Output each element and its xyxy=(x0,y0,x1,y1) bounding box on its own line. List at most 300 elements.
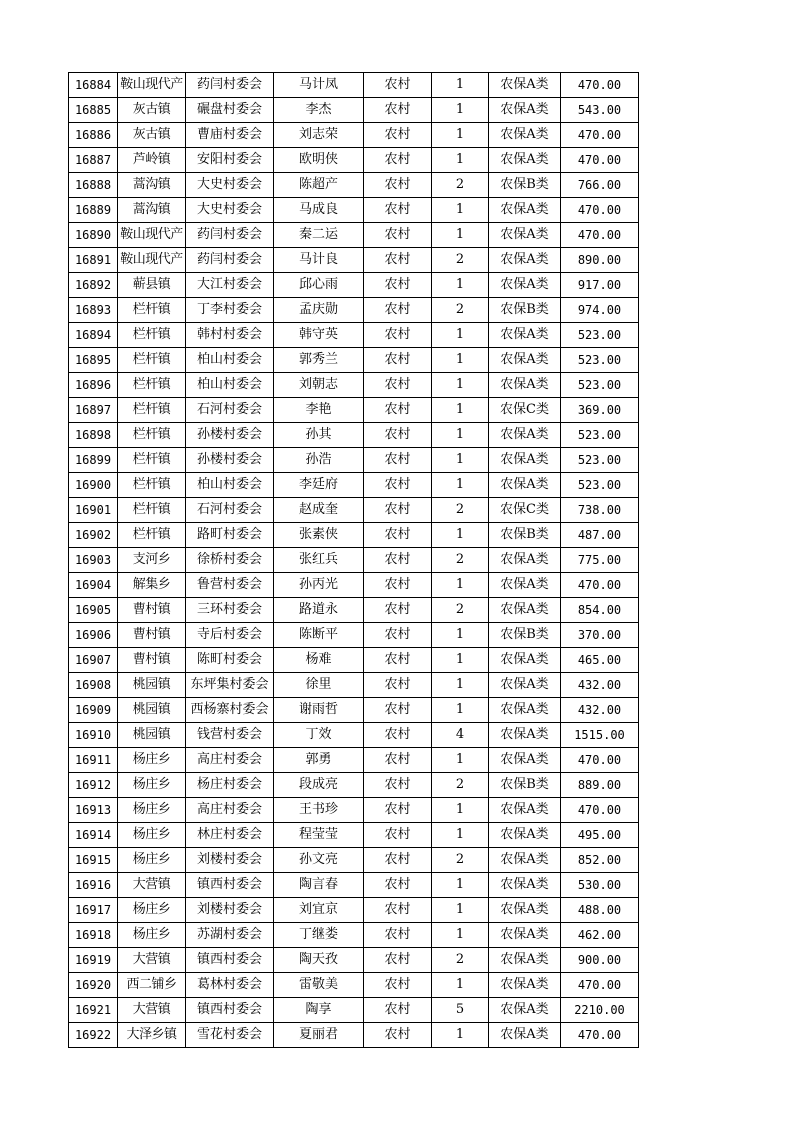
amount-cell: 523.00 xyxy=(561,423,639,448)
household-type-cell: 农村 xyxy=(364,498,432,523)
amount-cell: 470.00 xyxy=(561,1023,639,1048)
village-committee-cell: 陈町村委会 xyxy=(186,648,274,673)
town-cell: 解集乡 xyxy=(118,573,186,598)
record-number-cell: 16888 xyxy=(69,173,118,198)
table-row xyxy=(69,548,639,573)
town-cell: 栏杆镇 xyxy=(118,398,186,423)
record-number-cell: 16899 xyxy=(69,448,118,473)
household-type-cell: 农村 xyxy=(364,73,432,98)
table-row xyxy=(69,848,639,873)
amount-cell: 370.00 xyxy=(561,623,639,648)
record-number-cell: 16915 xyxy=(69,848,118,873)
record-number-cell: 16892 xyxy=(69,273,118,298)
record-number-cell: 16885 xyxy=(69,98,118,123)
town-cell: 蕲县镇 xyxy=(118,273,186,298)
amount-cell: 2210.00 xyxy=(561,998,639,1023)
village-committee-cell: 西杨寨村委会 xyxy=(186,698,274,723)
record-number-cell: 16896 xyxy=(69,373,118,398)
town-cell: 杨庄乡 xyxy=(118,748,186,773)
household-count-cell: 1 xyxy=(432,698,489,723)
person-name-cell: 孙文亮 xyxy=(274,848,364,873)
town-cell: 大营镇 xyxy=(118,998,186,1023)
household-type-cell: 农村 xyxy=(364,298,432,323)
person-name-cell: 孙其 xyxy=(274,423,364,448)
person-name-cell: 王书珍 xyxy=(274,798,364,823)
insurance-category-cell: 农保A类 xyxy=(489,423,561,448)
record-number-cell: 16913 xyxy=(69,798,118,823)
amount-cell: 470.00 xyxy=(561,223,639,248)
amount-cell: 470.00 xyxy=(561,973,639,998)
village-committee-cell: 钱营村委会 xyxy=(186,723,274,748)
record-number-cell: 16893 xyxy=(69,298,118,323)
household-type-cell: 农村 xyxy=(364,873,432,898)
person-name-cell: 孙浩 xyxy=(274,448,364,473)
village-committee-cell: 大史村委会 xyxy=(186,173,274,198)
amount-cell: 974.00 xyxy=(561,298,639,323)
town-cell: 栏杆镇 xyxy=(118,298,186,323)
village-committee-cell: 大史村委会 xyxy=(186,198,274,223)
amount-cell: 495.00 xyxy=(561,823,639,848)
record-number-cell: 16911 xyxy=(69,748,118,773)
household-count-cell: 1 xyxy=(432,798,489,823)
person-name-cell: 李杰 xyxy=(274,98,364,123)
household-type-cell: 农村 xyxy=(364,348,432,373)
town-cell: 大营镇 xyxy=(118,948,186,973)
household-type-cell: 农村 xyxy=(364,148,432,173)
amount-cell: 900.00 xyxy=(561,948,639,973)
household-count-cell: 2 xyxy=(432,773,489,798)
person-name-cell: 李艳 xyxy=(274,398,364,423)
household-type-cell: 农村 xyxy=(364,473,432,498)
insurance-category-cell: 农保A类 xyxy=(489,273,561,298)
table-row xyxy=(69,698,639,723)
insurance-category-cell: 农保A类 xyxy=(489,323,561,348)
insurance-category-cell: 农保A类 xyxy=(489,998,561,1023)
insurance-category-cell: 农保A类 xyxy=(489,698,561,723)
amount-cell: 775.00 xyxy=(561,548,639,573)
record-number-cell: 16889 xyxy=(69,198,118,223)
amount-cell: 432.00 xyxy=(561,673,639,698)
person-name-cell: 丁继娄 xyxy=(274,923,364,948)
household-count-cell: 1 xyxy=(432,923,489,948)
record-number-cell: 16903 xyxy=(69,548,118,573)
amount-cell: 890.00 xyxy=(561,248,639,273)
town-cell: 支河乡 xyxy=(118,548,186,573)
household-type-cell: 农村 xyxy=(364,998,432,1023)
household-type-cell: 农村 xyxy=(364,723,432,748)
household-type-cell: 农村 xyxy=(364,973,432,998)
benefit-table xyxy=(68,72,639,1048)
table-row xyxy=(69,73,639,98)
table-row xyxy=(69,298,639,323)
record-number-cell: 16898 xyxy=(69,423,118,448)
town-cell: 栏杆镇 xyxy=(118,498,186,523)
table-row xyxy=(69,523,639,548)
amount-cell: 470.00 xyxy=(561,573,639,598)
table-row xyxy=(69,198,639,223)
table-row xyxy=(69,973,639,998)
household-count-cell: 1 xyxy=(432,398,489,423)
table-row xyxy=(69,123,639,148)
amount-cell: 369.00 xyxy=(561,398,639,423)
household-type-cell: 农村 xyxy=(364,423,432,448)
insurance-category-cell: 农保B类 xyxy=(489,298,561,323)
amount-cell: 462.00 xyxy=(561,923,639,948)
record-number-cell: 16905 xyxy=(69,598,118,623)
amount-cell: 523.00 xyxy=(561,348,639,373)
household-count-cell: 1 xyxy=(432,1023,489,1048)
table-row xyxy=(69,423,639,448)
village-committee-cell: 镇西村委会 xyxy=(186,873,274,898)
household-count-cell: 2 xyxy=(432,848,489,873)
household-count-cell: 2 xyxy=(432,173,489,198)
amount-cell: 543.00 xyxy=(561,98,639,123)
insurance-category-cell: 农保A类 xyxy=(489,448,561,473)
person-name-cell: 欧明侠 xyxy=(274,148,364,173)
person-name-cell: 马计凤 xyxy=(274,73,364,98)
amount-cell: 470.00 xyxy=(561,148,639,173)
table-row xyxy=(69,723,639,748)
household-type-cell: 农村 xyxy=(364,648,432,673)
household-count-cell: 1 xyxy=(432,198,489,223)
household-count-cell: 1 xyxy=(432,898,489,923)
record-number-cell: 16902 xyxy=(69,523,118,548)
household-type-cell: 农村 xyxy=(364,248,432,273)
village-committee-cell: 柏山村委会 xyxy=(186,348,274,373)
town-cell: 蒿沟镇 xyxy=(118,198,186,223)
record-number-cell: 16904 xyxy=(69,573,118,598)
person-name-cell: 雷敬美 xyxy=(274,973,364,998)
town-cell: 栏杆镇 xyxy=(118,323,186,348)
amount-cell: 889.00 xyxy=(561,773,639,798)
table-row xyxy=(69,448,639,473)
table-row xyxy=(69,398,639,423)
town-cell: 杨庄乡 xyxy=(118,898,186,923)
household-type-cell: 农村 xyxy=(364,123,432,148)
household-type-cell: 农村 xyxy=(364,1023,432,1048)
town-cell: 栏杆镇 xyxy=(118,423,186,448)
record-number-cell: 16895 xyxy=(69,348,118,373)
village-committee-cell: 东坪集村委会 xyxy=(186,673,274,698)
household-count-cell: 1 xyxy=(432,273,489,298)
household-count-cell: 1 xyxy=(432,123,489,148)
record-number-cell: 16886 xyxy=(69,123,118,148)
person-name-cell: 马计良 xyxy=(274,248,364,273)
table-row xyxy=(69,648,639,673)
amount-cell: 432.00 xyxy=(561,698,639,723)
village-committee-cell: 丁李村委会 xyxy=(186,298,274,323)
household-count-cell: 4 xyxy=(432,723,489,748)
insurance-category-cell: 农保B类 xyxy=(489,173,561,198)
village-committee-cell: 林庄村委会 xyxy=(186,823,274,848)
insurance-category-cell: 农保A类 xyxy=(489,473,561,498)
household-type-cell: 农村 xyxy=(364,523,432,548)
town-cell: 灰古镇 xyxy=(118,98,186,123)
amount-cell: 523.00 xyxy=(561,473,639,498)
insurance-category-cell: 农保A类 xyxy=(489,248,561,273)
table-row xyxy=(69,623,639,648)
town-cell: 栏杆镇 xyxy=(118,348,186,373)
table-row xyxy=(69,148,639,173)
insurance-category-cell: 农保A类 xyxy=(489,1023,561,1048)
household-type-cell: 农村 xyxy=(364,398,432,423)
town-cell: 栏杆镇 xyxy=(118,373,186,398)
village-committee-cell: 安阳村委会 xyxy=(186,148,274,173)
town-cell: 芦岭镇 xyxy=(118,148,186,173)
person-name-cell: 郭秀兰 xyxy=(274,348,364,373)
amount-cell: 738.00 xyxy=(561,498,639,523)
insurance-category-cell: 农保A类 xyxy=(489,223,561,248)
person-name-cell: 张素侠 xyxy=(274,523,364,548)
village-committee-cell: 苏湖村委会 xyxy=(186,923,274,948)
household-count-cell: 1 xyxy=(432,348,489,373)
insurance-category-cell: 农保A类 xyxy=(489,948,561,973)
insurance-category-cell: 农保A类 xyxy=(489,923,561,948)
village-committee-cell: 雪花村委会 xyxy=(186,1023,274,1048)
village-committee-cell: 刘楼村委会 xyxy=(186,898,274,923)
insurance-category-cell: 农保A类 xyxy=(489,98,561,123)
insurance-category-cell: 农保A类 xyxy=(489,648,561,673)
household-count-cell: 5 xyxy=(432,998,489,1023)
table-row xyxy=(69,798,639,823)
person-name-cell: 杨难 xyxy=(274,648,364,673)
town-cell: 桃园镇 xyxy=(118,673,186,698)
household-count-cell: 1 xyxy=(432,323,489,348)
record-number-cell: 16887 xyxy=(69,148,118,173)
town-cell: 杨庄乡 xyxy=(118,923,186,948)
person-name-cell: 秦二运 xyxy=(274,223,364,248)
town-cell: 杨庄乡 xyxy=(118,798,186,823)
table-row xyxy=(69,923,639,948)
person-name-cell: 郭勇 xyxy=(274,748,364,773)
town-cell: 曹村镇 xyxy=(118,648,186,673)
town-cell: 曹村镇 xyxy=(118,598,186,623)
amount-cell: 470.00 xyxy=(561,748,639,773)
record-number-cell: 16922 xyxy=(69,1023,118,1048)
town-cell: 栏杆镇 xyxy=(118,473,186,498)
person-name-cell: 丁效 xyxy=(274,723,364,748)
insurance-category-cell: 农保A类 xyxy=(489,798,561,823)
village-committee-cell: 镇西村委会 xyxy=(186,998,274,1023)
amount-cell: 470.00 xyxy=(561,798,639,823)
person-name-cell: 刘朝志 xyxy=(274,373,364,398)
record-number-cell: 16916 xyxy=(69,873,118,898)
person-name-cell: 马成良 xyxy=(274,198,364,223)
table-row xyxy=(69,573,639,598)
village-committee-cell: 韩村村委会 xyxy=(186,323,274,348)
household-count-cell: 1 xyxy=(432,423,489,448)
record-number-cell: 16917 xyxy=(69,898,118,923)
household-count-cell: 1 xyxy=(432,148,489,173)
person-name-cell: 刘志荣 xyxy=(274,123,364,148)
household-type-cell: 农村 xyxy=(364,223,432,248)
insurance-category-cell: 农保A类 xyxy=(489,348,561,373)
household-count-cell: 1 xyxy=(432,973,489,998)
village-committee-cell: 徐桥村委会 xyxy=(186,548,274,573)
amount-cell: 523.00 xyxy=(561,323,639,348)
insurance-category-cell: 农保A类 xyxy=(489,373,561,398)
village-committee-cell: 刘楼村委会 xyxy=(186,848,274,873)
amount-cell: 530.00 xyxy=(561,873,639,898)
village-committee-cell: 药闫村委会 xyxy=(186,248,274,273)
village-committee-cell: 镇西村委会 xyxy=(186,948,274,973)
table-row xyxy=(69,598,639,623)
table-row xyxy=(69,898,639,923)
household-count-cell: 1 xyxy=(432,673,489,698)
insurance-category-cell: 农保A类 xyxy=(489,848,561,873)
amount-cell: 852.00 xyxy=(561,848,639,873)
insurance-category-cell: 农保A类 xyxy=(489,898,561,923)
household-count-cell: 1 xyxy=(432,873,489,898)
record-number-cell: 16914 xyxy=(69,823,118,848)
town-cell: 大泽乡镇 xyxy=(118,1023,186,1048)
table-row xyxy=(69,673,639,698)
insurance-category-cell: 农保A类 xyxy=(489,973,561,998)
household-count-cell: 1 xyxy=(432,573,489,598)
village-committee-cell: 路町村委会 xyxy=(186,523,274,548)
person-name-cell: 陈超产 xyxy=(274,173,364,198)
village-committee-cell: 柏山村委会 xyxy=(186,373,274,398)
household-count-cell: 2 xyxy=(432,498,489,523)
person-name-cell: 李廷府 xyxy=(274,473,364,498)
record-number-cell: 16906 xyxy=(69,623,118,648)
household-count-cell: 1 xyxy=(432,73,489,98)
household-type-cell: 农村 xyxy=(364,373,432,398)
table-row xyxy=(69,373,639,398)
village-committee-cell: 石河村委会 xyxy=(186,498,274,523)
table-row xyxy=(69,948,639,973)
household-type-cell: 农村 xyxy=(364,598,432,623)
table-row xyxy=(69,473,639,498)
village-committee-cell: 杨庄村委会 xyxy=(186,773,274,798)
amount-cell: 487.00 xyxy=(561,523,639,548)
household-type-cell: 农村 xyxy=(364,698,432,723)
household-count-cell: 1 xyxy=(432,748,489,773)
insurance-category-cell: 农保A类 xyxy=(489,123,561,148)
record-number-cell: 16884 xyxy=(69,73,118,98)
village-committee-cell: 曹庙村委会 xyxy=(186,123,274,148)
insurance-category-cell: 农保A类 xyxy=(489,673,561,698)
amount-cell: 766.00 xyxy=(561,173,639,198)
town-cell: 灰古镇 xyxy=(118,123,186,148)
insurance-category-cell: 农保A类 xyxy=(489,873,561,898)
town-cell: 鞍山现代产 xyxy=(118,248,186,273)
person-name-cell: 陈断平 xyxy=(274,623,364,648)
insurance-category-cell: 农保A类 xyxy=(489,148,561,173)
amount-cell: 470.00 xyxy=(561,123,639,148)
village-committee-cell: 高庄村委会 xyxy=(186,798,274,823)
record-number-cell: 16900 xyxy=(69,473,118,498)
household-count-cell: 1 xyxy=(432,223,489,248)
person-name-cell: 张红兵 xyxy=(274,548,364,573)
household-count-cell: 2 xyxy=(432,948,489,973)
household-count-cell: 1 xyxy=(432,823,489,848)
person-name-cell: 夏丽君 xyxy=(274,1023,364,1048)
village-committee-cell: 三环村委会 xyxy=(186,598,274,623)
record-number-cell: 16901 xyxy=(69,498,118,523)
village-committee-cell: 石河村委会 xyxy=(186,398,274,423)
town-cell: 大营镇 xyxy=(118,873,186,898)
household-type-cell: 农村 xyxy=(364,98,432,123)
table-row xyxy=(69,98,639,123)
town-cell: 鞍山现代产 xyxy=(118,73,186,98)
table-row xyxy=(69,348,639,373)
household-type-cell: 农村 xyxy=(364,848,432,873)
table-row xyxy=(69,748,639,773)
town-cell: 曹村镇 xyxy=(118,623,186,648)
town-cell: 杨庄乡 xyxy=(118,848,186,873)
household-count-cell: 2 xyxy=(432,298,489,323)
person-name-cell: 程莹莹 xyxy=(274,823,364,848)
household-type-cell: 农村 xyxy=(364,898,432,923)
household-type-cell: 农村 xyxy=(364,273,432,298)
household-type-cell: 农村 xyxy=(364,923,432,948)
record-number-cell: 16890 xyxy=(69,223,118,248)
household-type-cell: 农村 xyxy=(364,798,432,823)
village-committee-cell: 高庄村委会 xyxy=(186,748,274,773)
village-committee-cell: 柏山村委会 xyxy=(186,473,274,498)
household-count-cell: 2 xyxy=(432,248,489,273)
record-number-cell: 16921 xyxy=(69,998,118,1023)
record-number-cell: 16908 xyxy=(69,673,118,698)
amount-cell: 917.00 xyxy=(561,273,639,298)
table-body xyxy=(69,73,639,1048)
household-count-cell: 2 xyxy=(432,548,489,573)
town-cell: 西二铺乡 xyxy=(118,973,186,998)
household-count-cell: 1 xyxy=(432,448,489,473)
person-name-cell: 徐里 xyxy=(274,673,364,698)
record-number-cell: 16909 xyxy=(69,698,118,723)
person-name-cell: 陶言春 xyxy=(274,873,364,898)
record-number-cell: 16910 xyxy=(69,723,118,748)
amount-cell: 523.00 xyxy=(561,373,639,398)
household-type-cell: 农村 xyxy=(364,748,432,773)
household-type-cell: 农村 xyxy=(364,948,432,973)
household-count-cell: 2 xyxy=(432,598,489,623)
table-row xyxy=(69,273,639,298)
town-cell: 杨庄乡 xyxy=(118,823,186,848)
household-type-cell: 农村 xyxy=(364,173,432,198)
insurance-category-cell: 农保C类 xyxy=(489,398,561,423)
household-count-cell: 1 xyxy=(432,523,489,548)
household-count-cell: 1 xyxy=(432,98,489,123)
record-number-cell: 16897 xyxy=(69,398,118,423)
insurance-category-cell: 农保A类 xyxy=(489,748,561,773)
village-committee-cell: 药闫村委会 xyxy=(186,223,274,248)
household-count-cell: 1 xyxy=(432,373,489,398)
village-committee-cell: 孙楼村委会 xyxy=(186,448,274,473)
insurance-category-cell: 农保A类 xyxy=(489,723,561,748)
insurance-category-cell: 农保B类 xyxy=(489,623,561,648)
insurance-category-cell: 农保C类 xyxy=(489,498,561,523)
insurance-category-cell: 农保A类 xyxy=(489,198,561,223)
household-type-cell: 农村 xyxy=(364,773,432,798)
insurance-category-cell: 农保A类 xyxy=(489,573,561,598)
town-cell: 栏杆镇 xyxy=(118,523,186,548)
table-row xyxy=(69,773,639,798)
household-count-cell: 1 xyxy=(432,473,489,498)
household-type-cell: 农村 xyxy=(364,323,432,348)
village-committee-cell: 孙楼村委会 xyxy=(186,423,274,448)
household-type-cell: 农村 xyxy=(364,448,432,473)
town-cell: 桃园镇 xyxy=(118,698,186,723)
person-name-cell: 邱心雨 xyxy=(274,273,364,298)
household-type-cell: 农村 xyxy=(364,623,432,648)
village-committee-cell: 药闫村委会 xyxy=(186,73,274,98)
household-count-cell: 1 xyxy=(432,648,489,673)
table-row xyxy=(69,248,639,273)
table-row xyxy=(69,998,639,1023)
